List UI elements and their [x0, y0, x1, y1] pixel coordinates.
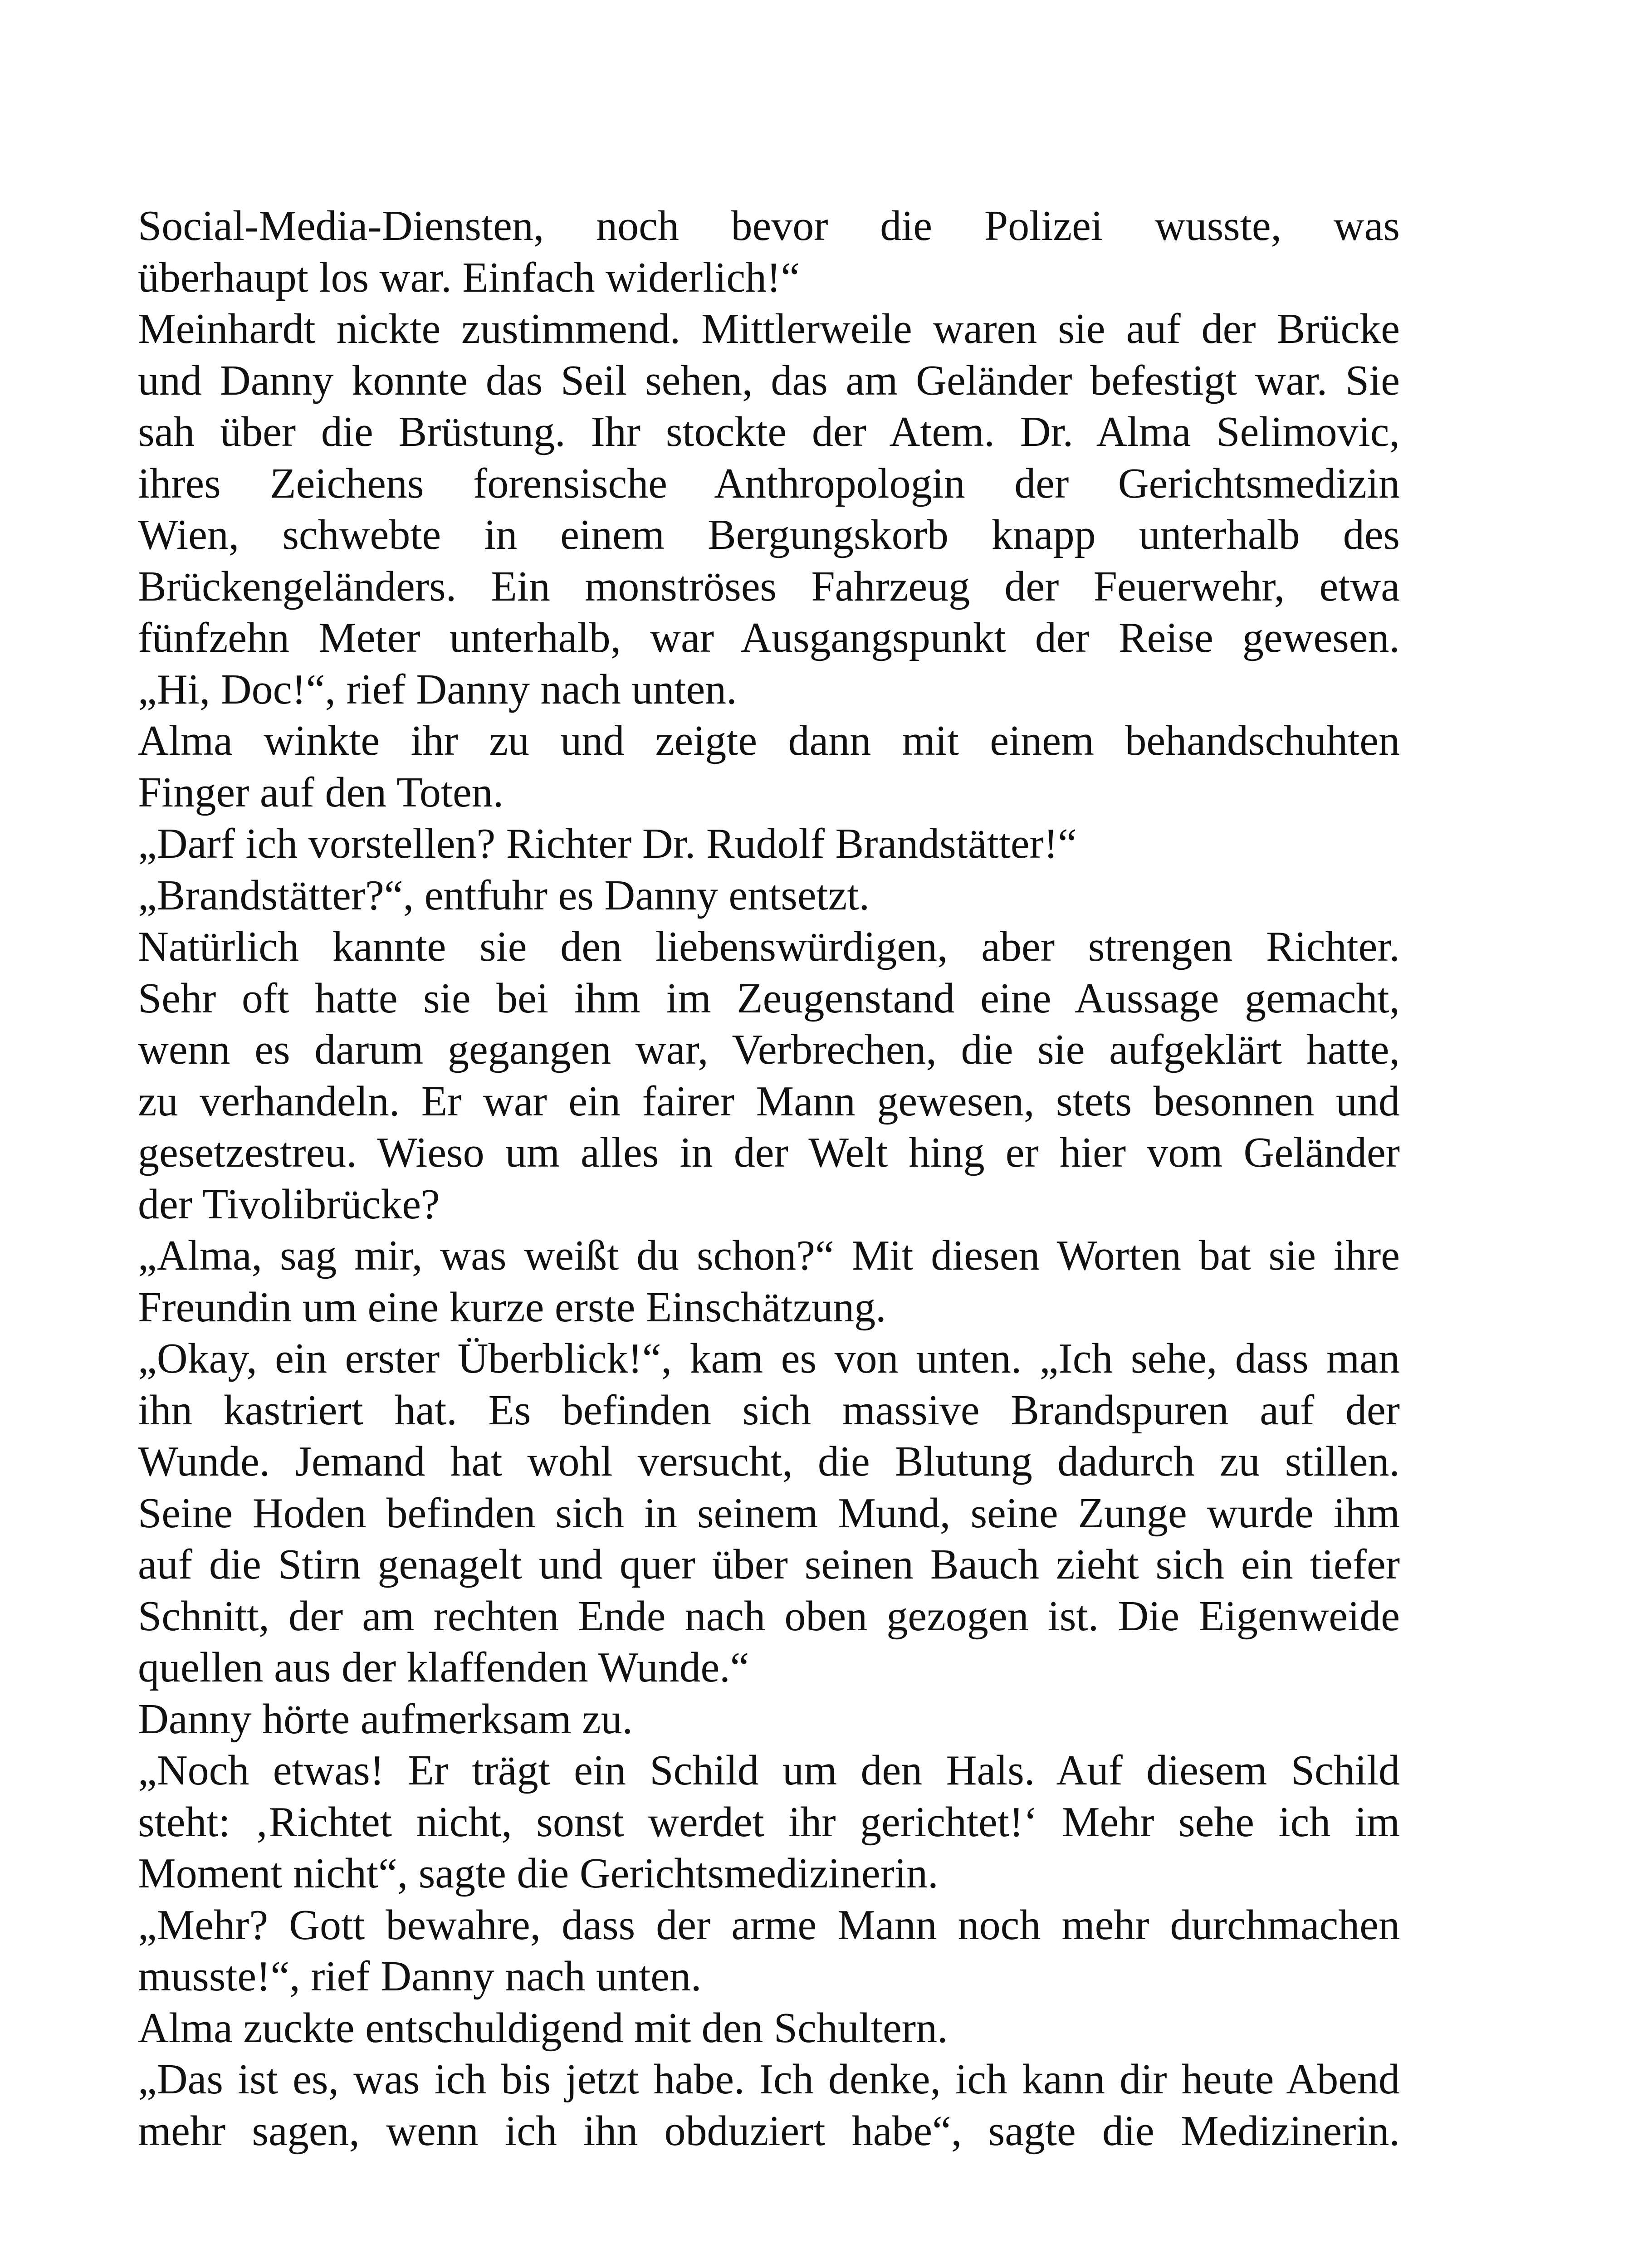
text-line: ihn kastriert hat. Es befinden sich massive Brandspuren auf der	[138, 1386, 1400, 1434]
text-line: Alma zuckte entschuldigend mit den Schultern.	[138, 2004, 948, 2052]
text-line: Schnitt, der am rechten Ende nach oben gezogen ist. Die Eigenweide	[138, 1592, 1400, 1640]
text-line: Danny hörte aufmerksam zu.	[138, 1695, 633, 1743]
text-line: musste!“, rief Danny nach unten.	[138, 1953, 702, 2000]
body-text	[138, 200, 1400, 2157]
text-line: „Alma, sag mir, was weißt du schon?“ Mit diesen Worten bat sie ihre	[138, 1232, 1400, 1279]
text-line: und Danny konnte das Seil sehen, das am Geländer befestigt war. Sie	[138, 357, 1400, 404]
text-line: „Noch etwas! Er trägt ein Schild um den Hals. Auf diesem Schild	[138, 1747, 1400, 1794]
text-line: überhaupt los war. Einfach widerlich!“	[138, 254, 800, 301]
text-line: mehr sagen, wenn ich ihn obduziert habe“, sagte die Medizinerin.	[138, 2107, 1400, 2155]
text-line: wenn es darum gegangen war, Verbrechen, die sie aufgeklärt hatte,	[138, 1026, 1400, 1073]
text-line: zu verhandeln. Er war ein fairer Mann gewesen, stets besonnen und	[138, 1077, 1400, 1125]
text-line: Sehr oft hatte sie bei ihm im Zeugenstand eine Aussage gemacht,	[138, 974, 1400, 1022]
text-line: steht: ‚Richtet nicht, sonst werdet ihr gerichtet!‘ Mehr sehe ich im	[138, 1798, 1400, 1846]
text-line: Wien, schwebte in einem Bergungskorb knapp unterhalb des	[138, 511, 1400, 558]
text-line: ihres Zeichens forensische Anthropologin der Gerichtsmedizin	[138, 459, 1400, 507]
text-line: fünfzehn Meter unterhalb, war Ausgangspunkt der Reise gewesen.	[138, 614, 1400, 661]
text-line: Meinhardt nickte zustimmend. Mittlerweile waren sie auf der Brücke	[138, 305, 1400, 352]
text-line: quellen aus der klaffenden Wunde.“	[138, 1644, 749, 1691]
text-line: sah über die Brüstung. Ihr stockte der Atem. Dr. Alma Selimovic,	[138, 408, 1400, 455]
text-line: Alma winkte ihr zu und zeigte dann mit einem behandschuhten	[138, 717, 1400, 764]
text-line: Moment nicht“, sagte die Gerichtsmedizinerin.	[138, 1850, 939, 1897]
text-line: Finger auf den Toten.	[138, 768, 504, 816]
text-line: „Brandstätter?“, entfuhr es Danny entsetzt.	[138, 871, 870, 919]
text-line: „Darf ich vorstellen? Richter Dr. Rudolf Brandstätter!“	[138, 820, 1077, 867]
text-line: Seine Hoden befinden sich in seinem Mund, seine Zunge wurde ihm	[138, 1489, 1400, 1537]
text-line: der Tivolibrücke?	[138, 1180, 440, 1228]
text-line: auf die Stirn genagelt und quer über seinen Bauch zieht sich ein tiefer	[138, 1541, 1400, 1588]
text-line: „Das ist es, was ich bis jetzt habe. Ich denke, ich kann dir heute Abend	[138, 2056, 1400, 2103]
text-line: „Hi, Doc!“, rief Danny nach unten.	[138, 665, 737, 713]
text-line: Freundin um eine kurze erste Einschätzung.	[138, 1283, 886, 1331]
text-line: Brückengeländers. Ein monströses Fahrzeug der Feuerwehr, etwa	[138, 562, 1400, 610]
text-line: Social-Media-Diensten, noch bevor die Polizei wusste, was	[138, 202, 1400, 249]
text-line: Natürlich kannte sie den liebenswürdigen, aber strengen Richter.	[138, 923, 1400, 970]
text-line: „Mehr? Gott bewahre, dass der arme Mann noch mehr durchmachen	[138, 1901, 1400, 1949]
text-line: Wunde. Jemand hat wohl versucht, die Blutung dadurch zu stillen.	[138, 1438, 1400, 1485]
text-line: gesetzestreu. Wieso um alles in der Welt hing er hier vom Geländer	[138, 1129, 1400, 1176]
text-line: „Okay, ein erster Überblick!“, kam es von unten. „Ich sehe, dass man	[138, 1335, 1400, 1382]
